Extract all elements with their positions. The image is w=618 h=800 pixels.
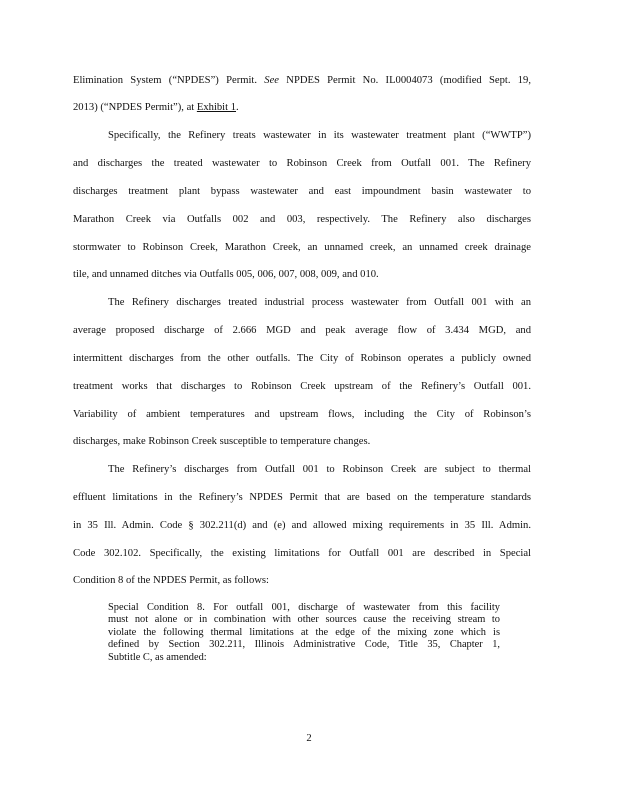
text-line: discharges treatment plant bypass wastewater and east impoundment basin wastewater to [73, 186, 531, 197]
text-line: The Refinery’s discharges from Outfall 001 to Robinson Creek are subject to thermal [108, 464, 531, 475]
text-line: average proposed discharge of 2.666 MGD and peak average flow of 3.434 MGD, and [73, 325, 531, 336]
block-quote-line: Special Condition 8. For outfall 001, discharge of wastewater from this facility [108, 602, 500, 613]
text-line: and discharges the treated wastewater to Robinson Creek from Outfall 001. The Refinery [73, 158, 531, 169]
block-quote-line: Subtitle C, as amended: [108, 652, 207, 663]
block-quote-line: defined by Section 302.211, Illinois Administrative Code, Title 35, Chapter 1, [108, 639, 500, 650]
text-line: Marathon Creek via Outfalls 002 and 003, respectively. The Refinery also discharges [73, 214, 531, 225]
text-run: NPDES Permit No. IL0004073 (modified Sept. 19, [286, 75, 531, 86]
block-quote-line: violate the following thermal limitations at the edge of the mixing zone which is [108, 627, 500, 638]
text-line: tile, and unnamed ditches via Outfalls 005, 006, 007, 008, 009, and 010. [73, 269, 379, 280]
text-line: Variability of ambient temperatures and upstream flows, including the City of Robinson’s [73, 409, 531, 420]
text-line [73, 101, 531, 115]
text-line: effluent limitations in the Refinery’s NPDES Permit that are based on the temperature standards [73, 492, 531, 503]
text-run: 2013) (“NPDES Permit”), at [73, 102, 195, 113]
page-number: 2 [306, 733, 312, 744]
text-line [73, 74, 531, 88]
text-line: in 35 Ill. Admin. Code § 302.211(d) and (e) and allowed mixing requirements in 35 Ill. Admin. [73, 520, 531, 531]
text-line: Condition 8 of the NPDES Permit, as follows: [73, 575, 269, 586]
citation-signal: See [264, 75, 279, 86]
text-line: discharges, make Robinson Creek susceptible to temperature changes. [73, 436, 371, 447]
text-run: . [236, 102, 239, 113]
text-line: The Refinery discharges treated industrial process wastewater from Outfall 001 with an [108, 297, 531, 308]
text-line: intermittent discharges from the other outfalls. The City of Robinson operates a publicly owned [73, 353, 531, 364]
exhibit-reference: Exhibit 1 [196, 102, 237, 113]
text-line: treatment works that discharges to Robinson Creek upstream of the Refinery’s Outfall 001. [73, 381, 531, 392]
text-line: Specifically, the Refinery treats wastewater in its wastewater treatment plant (“WWTP”) [108, 130, 531, 141]
text-line: stormwater to Robinson Creek, Marathon Creek, an unnamed creek, an unnamed creek drainage [73, 242, 531, 253]
block-quote-line: must not alone or in combination with other sources cause the receiving stream to [108, 614, 500, 625]
text-line: Code 302.102. Specifically, the existing limitations for Outfall 001 are described in Special [73, 548, 531, 559]
text-run: Elimination System (“NPDES”) Permit. [73, 75, 257, 86]
